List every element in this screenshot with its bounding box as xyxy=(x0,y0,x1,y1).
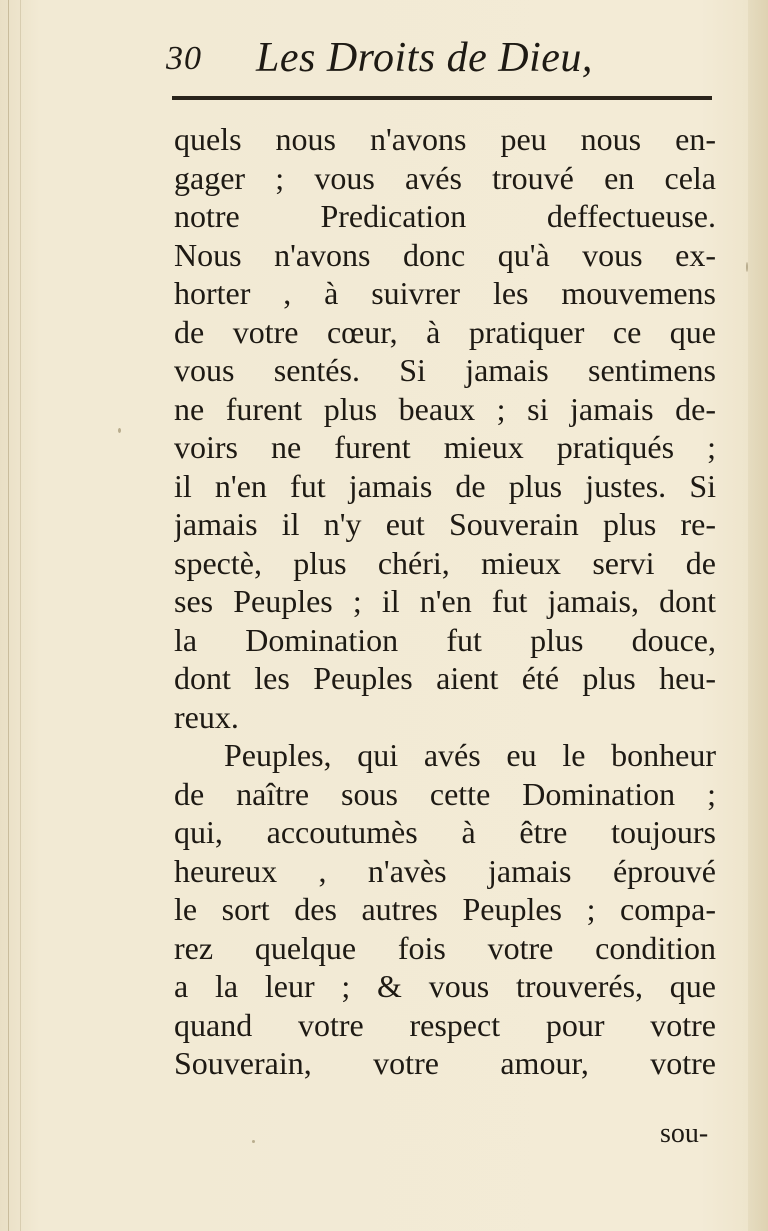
text-line: a la leur ; & vous trouverés, que xyxy=(174,968,716,1004)
text-line: quels nous n'avons peu nous en- xyxy=(174,121,716,157)
text-line: spectè, plus chéri, mieux servi de xyxy=(174,544,716,581)
catchword: sou- xyxy=(660,1118,709,1149)
text-line: rez quelque fois votre condition xyxy=(174,929,716,966)
header-rule xyxy=(172,96,712,100)
text-line: quand votre respect pour votre xyxy=(174,1006,716,1043)
left-page-edge-inner xyxy=(20,0,21,1231)
text-line: dont les Peuples aient été plus heu- xyxy=(174,660,716,696)
paper-speck xyxy=(118,428,121,433)
page-header xyxy=(166,34,726,90)
text-line: heureux , n'avès jamais éprouvé xyxy=(174,852,716,889)
text-line: qui, accoutumès à être toujours xyxy=(174,814,716,850)
text-line: gager ; vous avés trouvé en cela xyxy=(174,159,716,196)
running-title: Les Droits de Dieu, xyxy=(256,35,593,81)
paper-speck xyxy=(252,1140,255,1143)
text-line: Peuples, qui avés eu le bonheur xyxy=(224,737,716,773)
body-text xyxy=(174,120,716,1083)
text-line: ne furent plus beaux ; si jamais de- xyxy=(174,390,716,427)
text-line: vous sentés. Si jamais sentimens xyxy=(174,352,716,388)
text-line: Nous n'avons donc qu'à vous ex- xyxy=(174,236,716,273)
text-line: voirs ne furent mieux pratiqués ; xyxy=(174,429,716,465)
text-line: il n'en fut jamais de plus justes. Si xyxy=(174,467,716,504)
text-line: ses Peuples ; il n'en fut jamais, dont xyxy=(174,583,716,619)
text-line: de naître sous cette Domination ; xyxy=(174,775,716,812)
paper-speck xyxy=(746,262,748,272)
text-line: la Domination fut plus douce, xyxy=(174,621,716,658)
text-line: notre Predication deffectueuse. xyxy=(174,198,716,234)
page-number: 30 xyxy=(166,40,202,77)
right-page-edge xyxy=(748,0,768,1231)
left-page-edge xyxy=(8,0,9,1231)
text-line: reux. xyxy=(174,698,239,735)
text-line: Souverain, votre amour, votre xyxy=(174,1045,716,1081)
text-line: jamais il n'y eut Souverain plus re- xyxy=(174,506,716,542)
text-line: le sort des autres Peuples ; compa- xyxy=(174,891,716,927)
text-line: de votre cœur, à pratiquer ce que xyxy=(174,313,716,350)
text-line: horter , à suivrer les mouvemens xyxy=(174,275,716,311)
